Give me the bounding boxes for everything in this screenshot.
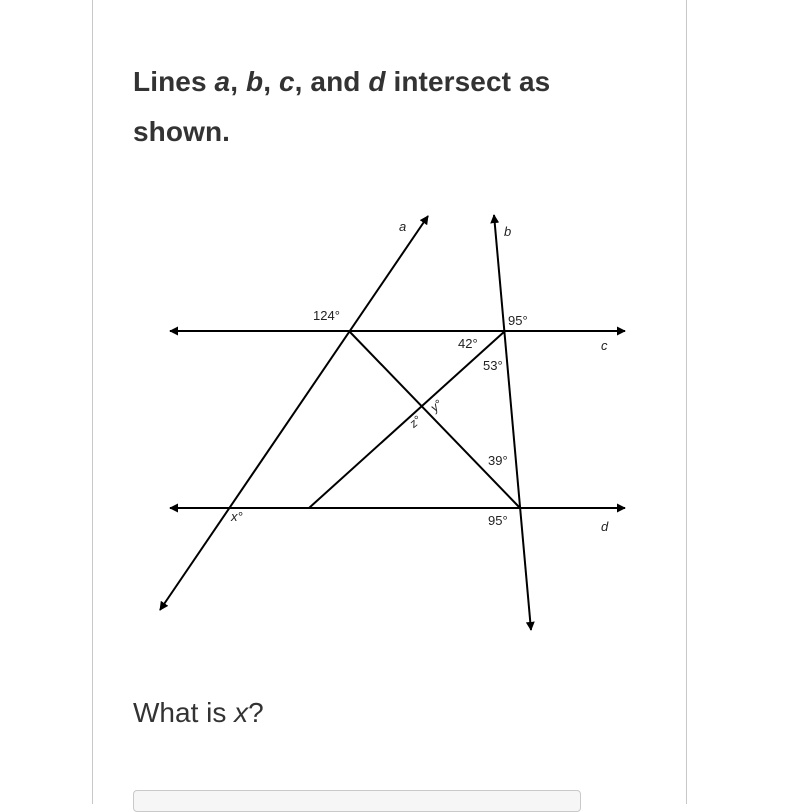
answer-input[interactable] [133,790,581,812]
question-text: Lines a, b, c, and d intersect as shown. [133,66,551,147]
angle-x: x° [231,509,243,524]
angle-53: 53° [483,358,503,373]
angle-42: 42° [458,336,478,351]
angle-95-top: 95° [508,313,528,328]
line-b [494,215,531,630]
label-line-a: a [399,219,407,234]
prompt-text: What is x? [133,697,264,728]
geometry-figure [150,200,640,640]
angle-z: z° [406,412,424,431]
label-line-b: b [504,224,512,239]
label-line-d: d [601,519,609,534]
label-line-c: c [601,338,608,353]
line-a [160,216,428,610]
angle-124: 124° [313,308,340,323]
angle-y: y° [427,396,445,415]
angle-95-bottom: 95° [488,513,508,528]
angle-39: 39° [488,453,508,468]
